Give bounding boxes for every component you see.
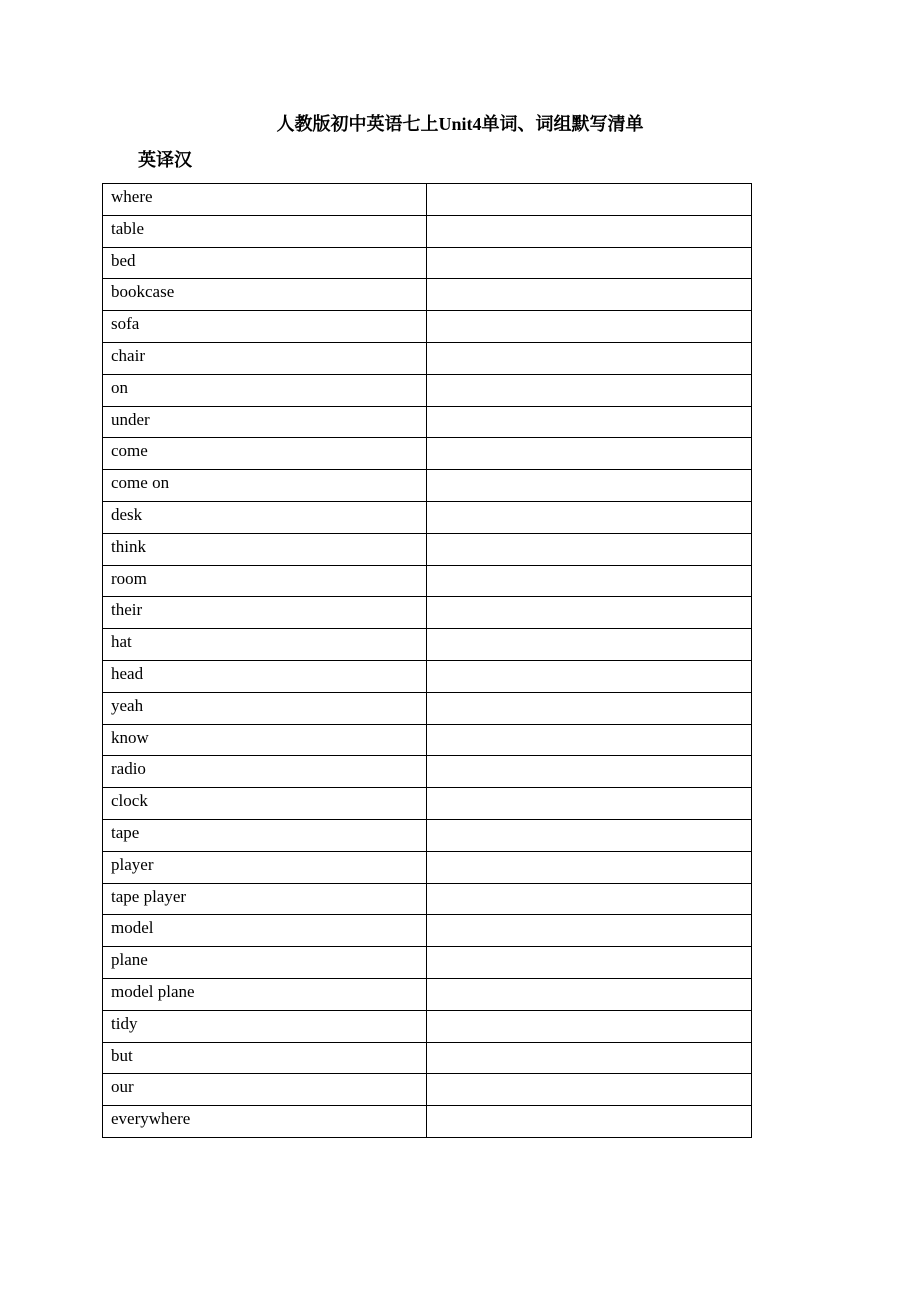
table-row bbox=[103, 597, 752, 629]
answer-cell[interactable] bbox=[427, 215, 752, 247]
table-row bbox=[103, 978, 752, 1010]
answer-cell[interactable] bbox=[427, 565, 752, 597]
word-cell: everywhere bbox=[103, 1106, 427, 1138]
answer-cell[interactable] bbox=[427, 660, 752, 692]
answer-cell[interactable] bbox=[427, 788, 752, 820]
table-row bbox=[103, 565, 752, 597]
table-row bbox=[103, 788, 752, 820]
answer-cell[interactable] bbox=[427, 406, 752, 438]
table-row bbox=[103, 851, 752, 883]
answer-cell[interactable] bbox=[427, 819, 752, 851]
word-cell: their bbox=[103, 597, 427, 629]
answer-cell[interactable] bbox=[427, 1042, 752, 1074]
answer-cell[interactable] bbox=[427, 279, 752, 311]
table-row bbox=[103, 184, 752, 216]
table-row bbox=[103, 915, 752, 947]
table-row bbox=[103, 883, 752, 915]
word-cell: know bbox=[103, 724, 427, 756]
word-cell: yeah bbox=[103, 692, 427, 724]
table-row bbox=[103, 1010, 752, 1042]
answer-cell[interactable] bbox=[427, 724, 752, 756]
answer-cell[interactable] bbox=[427, 533, 752, 565]
word-cell: on bbox=[103, 374, 427, 406]
word-cell: hat bbox=[103, 629, 427, 661]
table-row bbox=[103, 1074, 752, 1106]
word-cell: table bbox=[103, 215, 427, 247]
word-cell: radio bbox=[103, 756, 427, 788]
word-cell: come bbox=[103, 438, 427, 470]
answer-cell[interactable] bbox=[427, 915, 752, 947]
answer-cell[interactable] bbox=[427, 1010, 752, 1042]
answer-cell[interactable] bbox=[427, 692, 752, 724]
word-cell: tape bbox=[103, 819, 427, 851]
table-row bbox=[103, 692, 752, 724]
table-row bbox=[103, 406, 752, 438]
answer-cell[interactable] bbox=[427, 184, 752, 216]
word-cell: head bbox=[103, 660, 427, 692]
table-row bbox=[103, 533, 752, 565]
table-row bbox=[103, 215, 752, 247]
answer-cell[interactable] bbox=[427, 597, 752, 629]
answer-cell[interactable] bbox=[427, 247, 752, 279]
vocabulary-table-body bbox=[103, 184, 752, 1138]
table-row bbox=[103, 1042, 752, 1074]
table-row bbox=[103, 247, 752, 279]
table-row bbox=[103, 724, 752, 756]
word-cell: where bbox=[103, 184, 427, 216]
answer-cell[interactable] bbox=[427, 374, 752, 406]
table-row bbox=[103, 501, 752, 533]
word-cell: clock bbox=[103, 788, 427, 820]
answer-cell[interactable] bbox=[427, 629, 752, 661]
answer-cell[interactable] bbox=[427, 947, 752, 979]
section-label: 英译汉 bbox=[138, 150, 192, 170]
table-row bbox=[103, 311, 752, 343]
word-cell: model bbox=[103, 915, 427, 947]
table-row bbox=[103, 374, 752, 406]
page-title: 人教版初中英语七上Unit4单词、词组默写清单 bbox=[276, 114, 644, 134]
word-cell: think bbox=[103, 533, 427, 565]
table-row bbox=[103, 756, 752, 788]
table-row bbox=[103, 819, 752, 851]
answer-cell[interactable] bbox=[427, 1106, 752, 1138]
word-cell: tidy bbox=[103, 1010, 427, 1042]
answer-cell[interactable] bbox=[427, 978, 752, 1010]
word-cell: our bbox=[103, 1074, 427, 1106]
table-row bbox=[103, 660, 752, 692]
answer-cell[interactable] bbox=[427, 311, 752, 343]
word-cell: but bbox=[103, 1042, 427, 1074]
answer-cell[interactable] bbox=[427, 883, 752, 915]
word-cell: under bbox=[103, 406, 427, 438]
word-cell: tape player bbox=[103, 883, 427, 915]
word-cell: come on bbox=[103, 470, 427, 502]
vocabulary-table bbox=[102, 183, 752, 1138]
table-row bbox=[103, 470, 752, 502]
table-row bbox=[103, 438, 752, 470]
table-row bbox=[103, 279, 752, 311]
word-cell: player bbox=[103, 851, 427, 883]
answer-cell[interactable] bbox=[427, 342, 752, 374]
answer-cell[interactable] bbox=[427, 1074, 752, 1106]
answer-cell[interactable] bbox=[427, 470, 752, 502]
answer-cell[interactable] bbox=[427, 756, 752, 788]
answer-cell[interactable] bbox=[427, 851, 752, 883]
table-row bbox=[103, 629, 752, 661]
answer-cell[interactable] bbox=[427, 501, 752, 533]
word-cell: plane bbox=[103, 947, 427, 979]
word-cell: sofa bbox=[103, 311, 427, 343]
table-row bbox=[103, 1106, 752, 1138]
word-cell: bookcase bbox=[103, 279, 427, 311]
word-cell: room bbox=[103, 565, 427, 597]
word-cell: chair bbox=[103, 342, 427, 374]
table-row bbox=[103, 342, 752, 374]
answer-cell[interactable] bbox=[427, 438, 752, 470]
word-cell: desk bbox=[103, 501, 427, 533]
word-cell: model plane bbox=[103, 978, 427, 1010]
word-cell: bed bbox=[103, 247, 427, 279]
table-row bbox=[103, 947, 752, 979]
